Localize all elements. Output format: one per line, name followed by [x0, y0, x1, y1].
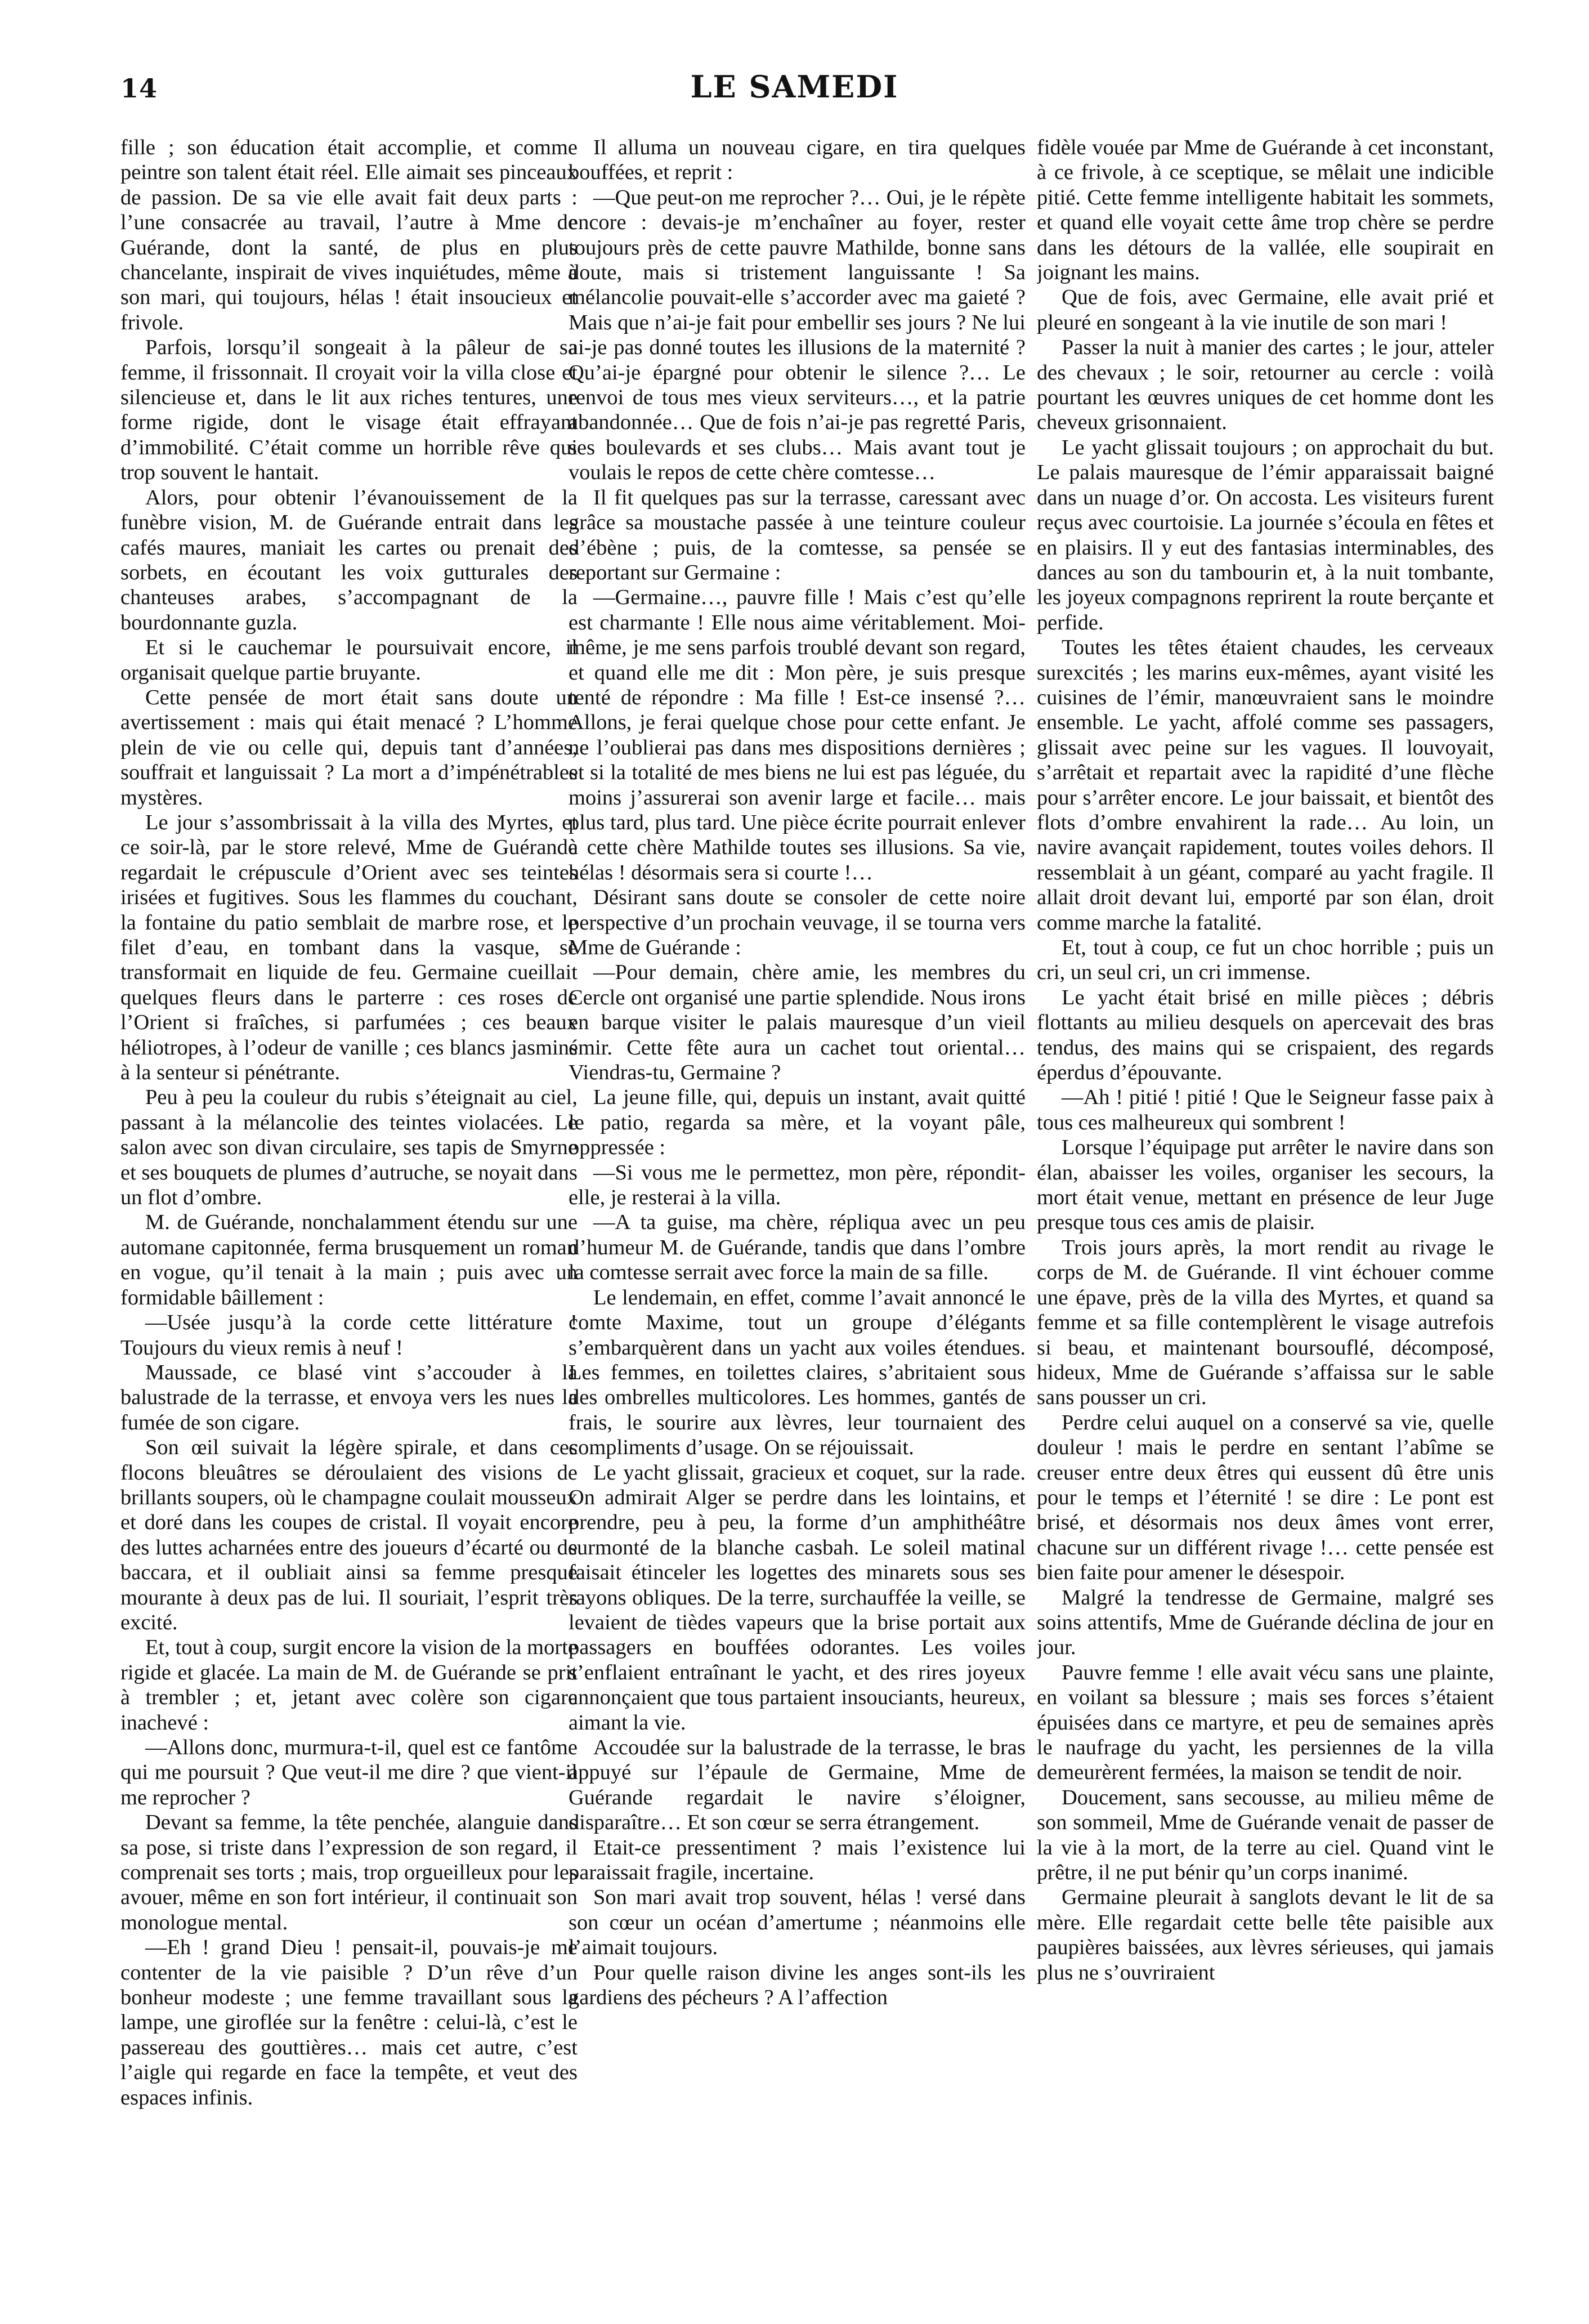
paragraph: Il fit quelques pas sur la terrasse, caressant avec grâce sa moustache passée à une teinture couleur d’ébène ; puis, de la comtesse, sa pensée se reportant sur Germaine :: [569, 485, 1026, 584]
paragraph: Le jour s’assombrissait à la villa des Myrtes, et ce soir-là, par le store relevé, Mme de Guérande regardait le crépuscule d’Orient avec ses teintes irisées et fugitives. Sous les flammes du couchant, la fontaine du patio semblait de marbre rose, et le filet d’eau, en tombant dans la vasque, se transformait en liquide de feu. Germaine cueillait quelques fleurs dans le parterre : ces roses de l’Orient si fraîches, si parfumées ; ces beaux héliotropes, à l’odeur de vanille ; ces blancs jasmins à la senteur si pénétrante.: [120, 810, 578, 1085]
paragraph: M. de Guérande, nonchalamment étendu sur une automane capitonnée, ferma brusquement un roman en vogue, qu’il tenait à la main ; puis avec un formidable bâillement :: [120, 1210, 578, 1310]
paragraph: Malgré la tendresse de Germaine, malgré ses soins attentifs, Mme de Guérande déclina de jour en jour.: [1037, 1585, 1494, 1660]
paragraph: Parfois, lorsqu’il songeait à la pâleur de sa femme, il frissonnait. Il croyait voir la villa close et silencieuse et, dans le lit aux riches tentures, une forme rigide, dont le visage était effrayant d’immobilité. C’était comme un horrible rêve qui trop souvent le hantait.: [120, 336, 578, 485]
paragraph: Peu à peu la couleur du rubis s’éteignait au ciel, passant à la mélancolie des teintes violacées. Le salon avec son divan circulaire, ses tapis de Smyrne et ses bouquets de plumes d’autruche, se noyait dans un flot d’ombre.: [120, 1085, 578, 1210]
page-number: 14: [120, 73, 158, 104]
paragraph: Il alluma un nouveau cigare, en tira quelques bouffées, et reprit :: [569, 136, 1026, 185]
paragraph: Le yacht glissait, gracieux et coquet, sur la rade. On admirait Alger se perdre dans les lointains, et prendre, peu à peu, la forme d’un amphithéâtre surmonté de la blanche casbah. Le soleil matinal faisait étinceler les logettes des minarets sous ses rayons obliques. De la terre, surchauffée la veille, se levaient de tièdes vapeurs que la brise portait aux passagers en bouffées odorantes. Les voiles s’enflaient entraînant le yacht, et des rires joyeux annonçaient que tous partaient insouciants, heureux, aimant la vie.: [569, 1460, 1026, 1735]
paragraph: Accoudée sur la balustrade de la terrasse, le bras appuyé sur l’épaule de Germaine, Mme de Guérande regardait le navire s’éloigner, disparaître… Et son cœur se serra étrangement.: [569, 1736, 1026, 1835]
paragraph: —Germaine…, pauvre fille ! Mais c’est qu’elle est charmante ! Elle nous aime véritablement. Moi-même, je me sens parfois troublé devant son regard, et quand elle me dit : Mon père, je suis presque tenté de répondre : Ma fille ! Est-ce insensé ?… Allons, je ferai quelque chose pour cette enfant. Je ne l’oublierai pas dans mes dispositions dernières ; et si la totalité de mes biens ne lui est pas léguée, du moins j’assurerai son avenir large et facile… mais plus tard, plus tard. Une pièce écrite pourrait enlever à cette chère Mathilde toutes ses illusions. Sa vie, hélas ! désormais sera si courte !…: [569, 586, 1026, 884]
paragraph: Que de fois, avec Germaine, elle avait prié et pleuré en songeant à la vie inutile de son mari !: [1037, 285, 1494, 334]
paragraph: Pauvre femme ! elle avait vécu sans une plainte, en voilant sa blessure ; mais ses forces s’étaient épuisées dans ce martyre, et peu de semaines après le naufrage du yacht, les persiennes de la villa demeurèrent fermées, la maison se tendit de noir.: [1037, 1660, 1494, 1785]
paragraph: Son mari avait trop souvent, hélas ! versé dans son cœur un océan d’amertume ; néanmoins elle l’aimait toujours.: [569, 1885, 1026, 1960]
paragraph: Etait-ce pressentiment ? mais l’existence lui paraissait fragile, incertaine.: [569, 1835, 1026, 1885]
text-column-3: [1037, 135, 1494, 2291]
text-column-1: [120, 135, 578, 2291]
paragraph: fille ; son éducation était accomplie, et comme peintre son talent était réel. Elle aimait ses pinceaux de passion. De sa vie elle avait fait deux parts : l’une consacrée au travail, l’autre à Mme de Guérande, dont la santé, de plus en plus chancelante, inspirait de vives inquiétudes, même à son mari, qui toujours, hélas ! était insoucieux et frivole.: [120, 136, 578, 334]
paragraph: Le yacht était brisé en mille pièces ; débris flottants au milieu desquels on apercevait des bras tendus, des mains qui se crispaient, des regards éperdus d’épouvante.: [1037, 985, 1494, 1085]
paragraph: —Que peut-on me reprocher ?… Oui, je le répète encore : devais-je m’enchaîner au foyer, rester toujours près de cette pauvre Mathilde, bonne sans doute, mais si tristement languissante ! Sa mélancolie pouvait-elle s’accorder avec ma gaieté ? Mais que n’ai-je fait pour embellir ses jours ? Ne lui ai-je pas donné toutes les illusions de la maternité ? Qu’ai-je épargné pour obtenir le silence ?… Le renvoi de tous mes vieux serviteurs…, et la patrie abandonnée… Que de fois n’ai-je pas regretté Paris, ses boulevards et ses clubs… Mais avant tout je voulais le repos de cette chère comtesse…: [569, 185, 1026, 485]
paragraph: —Allons donc, murmura-t-il, quel est ce fantôme qui me poursuit ? Que veut-il me dire ? que vient-il me reprocher ?: [120, 1736, 578, 1809]
paragraph: Lorsque l’équipage put arrêter le navire dans son élan, abaisser les voiles, organiser les secours, la mort était venue, mettant en présence de leur Juge presque tous ces amis de plaisir.: [1037, 1136, 1494, 1235]
paragraph: Germaine pleurait à sanglots devant le lit de sa mère. Elle regardait cette belle tête paisible aux paupières baissées, aux lèvres sérieuses, qui jamais plus ne s’ouvriraient: [1037, 1885, 1494, 1985]
running-head-title: LE SAMEDI: [690, 69, 899, 105]
text-column-2: [569, 135, 1026, 2291]
paragraph: Le yacht glissait toujours ; on approchait du but. Le palais mauresque de l’émir apparaissait baigné dans un nuage d’or. On accosta. Les visiteurs furent reçus avec courtoisie. La journée s’écoula en fêtes et en plaisirs. Il y eut des fantasias interminables, des dances au son du tambourin et, à la nuit tombante, les joyeux compagnons reprirent la route berçante et perfide.: [1037, 435, 1494, 634]
paragraph: —Ah ! pitié ! pitié ! Que le Seigneur fasse paix à tous ces malheureux qui sombrent !: [1037, 1085, 1494, 1134]
paragraph: Passer la nuit à manier des cartes ; le jour, atteler des chevaux ; le soir, retourner au cercle : voilà pourtant les œuvres uniques de cet homme dont les cheveux grisonnaient.: [1037, 336, 1494, 435]
paragraph: Perdre celui auquel on a conservé sa vie, quelle douleur ! mais le perdre en sentant l’abîme se creuser entre deux êtres qui eussent dû être unis pour le temps et l’éternité ! se dire : Le pont est brisé, et désormais nos deux âmes vont errer, chacune sur un différent rivage !… cette pensée est bien faite pour amener le désespoir.: [1037, 1410, 1494, 1585]
paragraph: Devant sa femme, la tête penchée, alanguie dans sa pose, si triste dans l’expression de son regard, il comprenait ses torts ; mais, trop orgueilleux pour les avouer, même en son fort intérieur, il continuait son monologue mental.: [120, 1811, 578, 1934]
paragraph: Doucement, sans secousse, au milieu même de son sommeil, Mme de Guérande venait de passer de la vie à la mort, de la terre au ciel. Quand vint le prêtre, il ne put bénir qu’un corps inanimé.: [1037, 1785, 1494, 1885]
paragraph: Maussade, ce blasé vint s’accouder à la balustrade de la terrasse, et envoya vers les nues la fumée de son cigare.: [120, 1360, 578, 1434]
paragraph: Et si le cauchemar le poursuivait encore, il organisait quelque partie bruyante.: [120, 636, 578, 685]
paragraph: —Eh ! grand Dieu ! pensait-il, pouvais-je me contenter de la vie paisible ? D’un rêve d’un bonheur modeste ; une femme travaillant sous la lampe, une giroflée sur la fenêtre : celui-là, c’est le passereau des gouttières… mais cet autre, c’est l’aigle qui regarde en face la tempête, et veut des espaces infinis.: [120, 1936, 578, 2110]
paragraph: —A ta guise, ma chère, répliqua avec un peu d’humeur M. de Guérande, tandis que dans l’ombre la comtesse serrait avec force la main de sa fille.: [569, 1210, 1026, 1285]
paragraph: Cette pensée de mort était sans doute un avertissement : mais qui était menacé ? L’homme plein de vie ou celle qui, depuis tant d’années, souffrait et languissait ? La mort a d’impénétrables mystères.: [120, 685, 578, 810]
paragraph: Toutes les têtes étaient chaudes, les cerveaux surexcités ; les marins eux-mêmes, ayant visité les cuisines de l’émir, manœuvraient sans le moindre ensemble. Le yacht, affolé comme ses passagers, glissait avec peine sur les vagues. Il louvoyait, s’arrêtait et repartait avec la rapidité d’une flèche pour s’arrêter encore. Le jour baissait, et bientôt des flots d’ombre envahirent la rade… Au loin, un navire avançait rapidement, toutes voiles dehors. Il ressemblait à un géant, comparé au yacht fragile. Il allait droit devant lui, emporté par son élan, droit comme marche la fatalité.: [1037, 636, 1494, 935]
paragraph: —Pour demain, chère amie, les membres du Cercle ont organisé une partie splendide. Nous irons en barque visiter le palais mauresque d’un vieil émir. Cette fête aura un cachet tout oriental… Viendras-tu, Germaine ?: [569, 960, 1026, 1085]
paragraph: Et, tout à coup, ce fut un choc horrible ; puis un cri, un seul cri, un cri immense.: [1037, 936, 1494, 985]
paragraph: Désirant sans doute se consoler de cette noire perspective d’un prochain veuvage, il se tourna vers Mme de Guérande :: [569, 886, 1026, 959]
paragraph: La jeune fille, qui, depuis un instant, avait quitté le patio, regarda sa mère, et la voyant pâle, oppressée :: [569, 1085, 1026, 1160]
paragraph: Trois jours après, la mort rendit au rivage le corps de M. de Guérande. Il vint échouer comme une épave, près de la villa des Myrtes, et quand sa femme et sa fille contemplèrent le visage autrefois si beau, et maintenant boursouflé, décomposé, hideux, Mme de Guérande s’affaissa sur le sable sans pousser un cri.: [1037, 1235, 1494, 1410]
paragraph: —Si vous me le permettez, mon père, répondit-elle, je resterai à la villa.: [569, 1160, 1026, 1210]
paragraph: Et, tout à coup, surgit encore la vision de la morte rigide et glacée. La main de M. de Guérande se prit à trembler ; et, jetant avec colère son cigare inachevé :: [120, 1635, 578, 1735]
paragraph: Alors, pour obtenir l’évanouissement de la funèbre vision, M. de Guérande entrait dans les cafés maures, maniait les cartes ou prenait des sorbets, en écoutant les voix gutturales des chanteuses arabes, s’accompagnant de la bourdonnante guzla.: [120, 485, 578, 634]
paragraph: Le lendemain, en effet, comme l’avait annoncé le comte Maxime, tout un groupe d’élégants s’embarquèrent dans un yacht aux voiles étendues. Les femmes, en toilettes claires, s’abritaient sous des ombrelles multicolores. Les hommes, gantés de frais, le sourire aux lèvres, leur tournaient des compliments d’usage. On se réjouissait.: [569, 1285, 1026, 1460]
paragraph: —Usée jusqu’à la corde cette littérature ! Toujours du vieux remis à neuf !: [120, 1311, 578, 1360]
paragraph: fidèle vouée par Mme de Guérande à cet inconstant, à ce frivole, à ce sceptique, se mêlait une indicible pitié. Cette femme intelligente habitait les sommets, et quand elle voyait cette âme trop chère se perdre dans les détours de la vallée, elle soupirait en joignant les mains.: [1037, 136, 1494, 285]
paragraph: Son œil suivait la légère spirale, et dans ces flocons bleuâtres se déroulaient des visions de brillants soupers, où le champagne coulait mousseux et doré dans les coupes de cristal. Il voyait encore des luttes acharnées entre des joueurs d’écarté ou de baccara, et il oubliait ainsi sa femme presque mourante à deux pas de lui. Il souriait, l’esprit très excité.: [120, 1436, 578, 1634]
paragraph: Pour quelle raison divine les anges sont-ils les gardiens des pécheurs ? A l’affection: [569, 1960, 1026, 2010]
